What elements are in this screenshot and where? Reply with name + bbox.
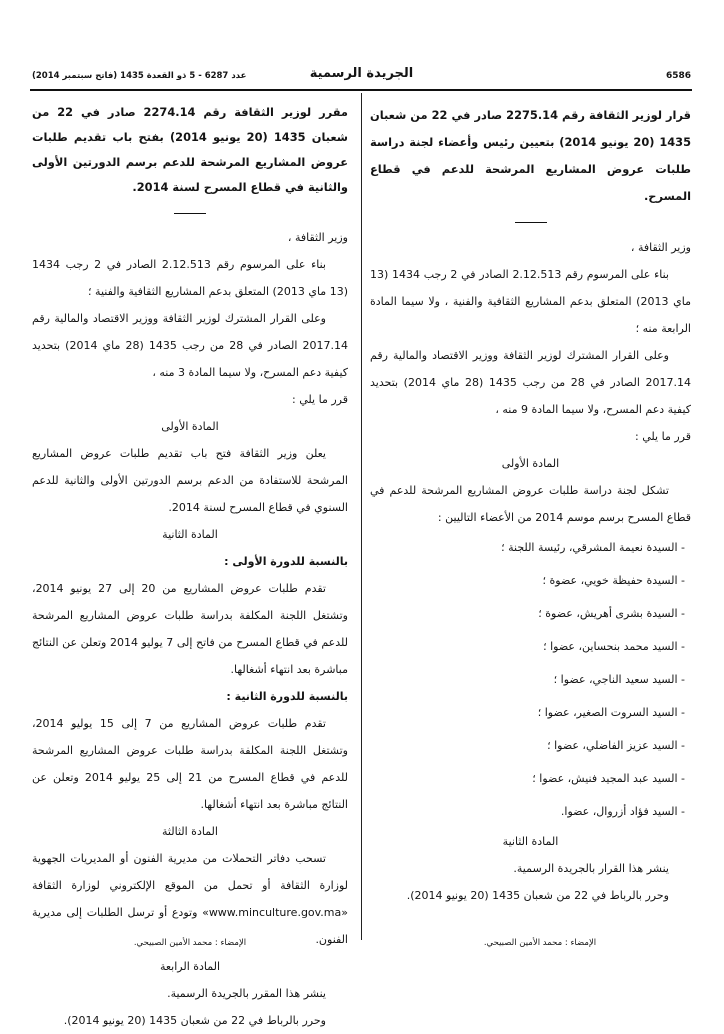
decision-2275-column [370, 102, 691, 909]
list-item: - السيدة نعيمة المشرقي، رئيسة اللجنة ؛ [501, 541, 685, 554]
article-2-text: ينشر هذا القرار بالجريدة الرسمية. [513, 862, 669, 875]
signature-left: الإمضاء : محمد الأمين الصبيحي. [133, 938, 247, 948]
list-item: - السيد فؤاد أزروال، عضوا. [560, 805, 685, 818]
committee-members-list [370, 531, 691, 828]
list-item: - السيدة حفيظة خويي، عضوة ؛ [542, 574, 685, 587]
article-1-text: يعلن وزير الثقافة فتح باب تقديم طلبات عروض المشاريع المرشحة للاستفادة من الدعم برسم الدورتين الأولى والثانية للدعم السنوي في قطاع المسرح لسنة 2014. [32, 447, 348, 514]
list-item: - السيد عزيز الفاضلي، عضوا ؛ [547, 739, 685, 752]
article-3-text: تسحب دفاتر التحملات من مديرية الفنون أو المديريات الجهوية لوزارة الثقافة أو تحمل من الموقع الإلكتروني لوزارة الثقافة «www.minculture.gov.ma» وتودع أو ترسل الطلبات إلى مديرية الفنون. [32, 852, 348, 946]
recital-decree: بناء على المرسوم رقم 2.12.513 الصادر في 2 رجب 1434 (13 ماي 2013) المتعلق بدعم المشاريع الثقافية والفنية ؛ [32, 258, 348, 298]
closing-line: وحرر بالرباط في 22 من شعبان 1435 (20 يونيو 2014). [63, 1014, 326, 1027]
order-title: مقرر لوزير الثقافة رقم 2274.14 صادر في 22 من شعبان 1435 (20 يونيو 2014) بفتح باب تقديم طلبات عروض المشاريع المرشحة للدعم برسم الدورتين الأولى والثانية في قطاع المسرح لسنة 2014. [32, 105, 349, 194]
column-divider [361, 93, 362, 940]
order-2274-column [32, 100, 348, 1034]
recital-joint-order: وعلى القرار المشترك لوزير الثقافة ووزير الاقتصاد والمالية رقم 2017.14 الصادر في 28 من رجب 1435 (28 ماي 2014) بتحديد كيفية دعم المسرح، ولا سيما المادة 9 منه ، [370, 349, 691, 416]
article-1-heading: المادة الأولى [501, 457, 560, 470]
decides-label: قرر ما يلي : [292, 393, 348, 406]
article-2-heading: المادة الثانية [162, 528, 218, 541]
session-2-text: تقدم طلبات عروض المشاريع من 7 إلى 15 يوليو 2014، وتشتغل اللجنة المكلفة بدراسة طلبات عروض المشاريع المرشحة للدعم في قطاع المسرح من 21 إلى 25 يوليو 2014 وتعلن عن النتائج مباشرة بعد انتهاء أشغالها. [32, 717, 348, 811]
header-rule [30, 89, 692, 91]
page-number: 6586 [665, 71, 691, 81]
session-1-heading: بالنسبة للدورة الأولى : [224, 555, 348, 568]
list-item: - السيد السروت الصغير، عضوا ؛ [537, 706, 685, 719]
article-1-heading: المادة الأولى [161, 420, 219, 433]
list-item: - السيد سعيد الناجي، عضوا ؛ [553, 673, 685, 686]
title-separator [174, 213, 206, 214]
article-3-heading: المادة الثالثة [162, 825, 218, 838]
journal-title: الجريدة الرسمية [309, 66, 414, 81]
closing-line: وحرر بالرباط في 22 من شعبان 1435 (20 يونيو 2014). [406, 889, 669, 902]
decision-title: قرار لوزير الثقافة رقم 2275.14 صادر في 22 من شعبان 1435 (20 يونيو 2014) بتعيين رئيس وأعضاء لجنة دراسة طلبات عروض المشاريع المرشحة للدعم في قطاع المسرح. [370, 108, 692, 203]
article-4-text: ينشر هذا المقرر بالجريدة الرسمية. [167, 987, 326, 1000]
issue-line: عدد 6287 - 5 ذو القعدة 1435 (فاتح سبتمبر 2014) [32, 71, 247, 81]
list-item: - السيدة بشرى أهريش، عضوة ؛ [538, 607, 685, 620]
list-item: - السيد محمد بنحساين، عضوا ؛ [543, 640, 685, 653]
recital-decree: بناء على المرسوم رقم 2.12.513 الصادر في 2 رجب 1434 (13 ماي 2013) المتعلق بدعم المشاريع الثقافية والفنية ، ولا سيما المادة الرابعة منه ؛ [370, 268, 692, 335]
minister-label: وزير الثقافة ، [287, 231, 348, 244]
session-1-text: تقدم طلبات عروض المشاريع من 20 إلى 27 يونيو 2014، وتشتغل اللجنة المكلفة بدراسة طلبات عروض المشاريع المرشحة للدعم في قطاع المسرح من فاتح إلى 7 يوليو 2014 وتعلن عن النتائج مباشرة بعد انتهاء أشغالها. [32, 582, 349, 676]
article-2-heading: المادة الثانية [502, 835, 559, 848]
signature-right: الإمضاء : محمد الأمين الصبيحي. [483, 938, 597, 948]
title-separator [515, 222, 547, 223]
list-item: - السيد عبد المجيد فنيش، عضوا ؛ [532, 772, 685, 785]
recital-joint-order: وعلى القرار المشترك لوزير الثقافة ووزير الاقتصاد والمالية رقم 2017.14 الصادر في 28 من رجب 1435 (28 ماي 2014) بتحديد كيفية دعم المسرح، ولا سيما المادة 3 منه ، [32, 312, 348, 379]
session-2-heading: بالنسبة للدورة الثانية : [226, 690, 348, 703]
minister-label: وزير الثقافة ، [630, 241, 691, 254]
article-1-text: تشكل لجنة دراسة طلبات عروض المشاريع المرشحة للدعم في قطاع المسرح برسم موسم 2014 من الأعضاء التاليين : [370, 484, 691, 524]
page-header [32, 66, 691, 88]
decides-label: قرر ما يلي : [635, 430, 691, 443]
article-4-heading: المادة الرابعة [159, 960, 221, 973]
